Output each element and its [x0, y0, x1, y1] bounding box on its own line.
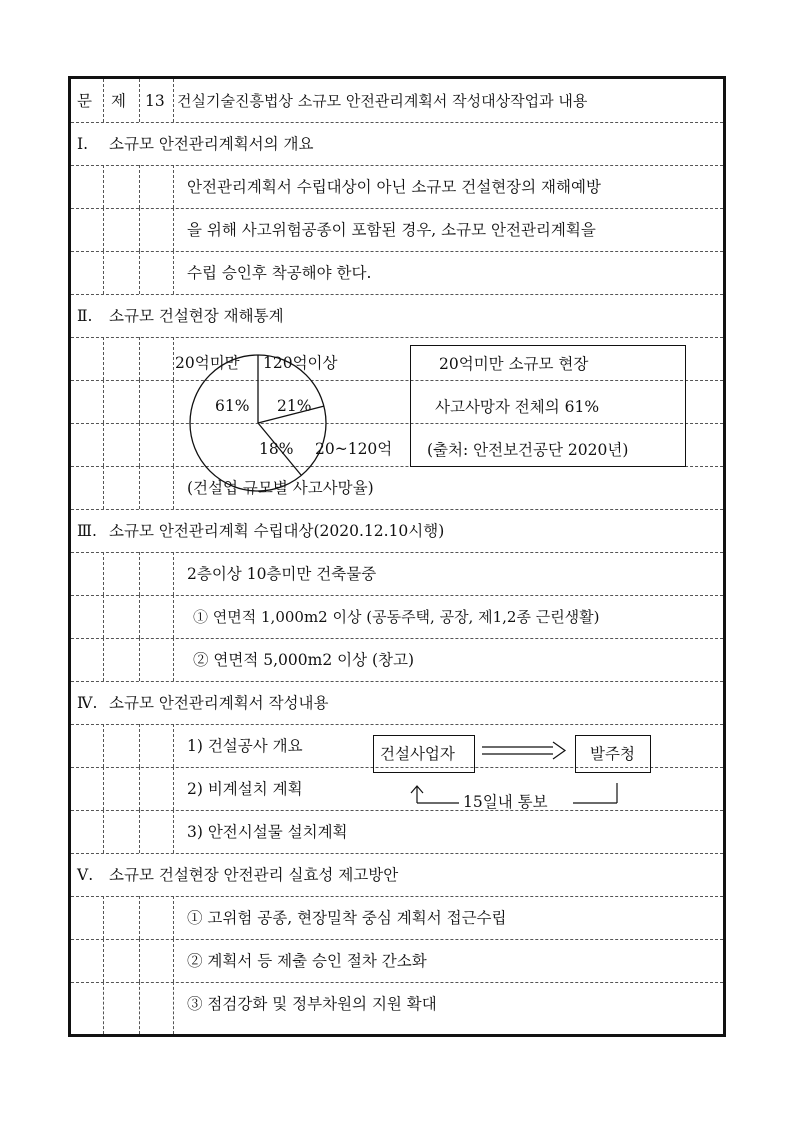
- body-line: ③ 점검강화 및 정부차원의 지원 확대: [187, 995, 437, 1013]
- body-line: 을 위해 사고위험공종이 포함된 경우, 소규모 안전관리계획을: [187, 221, 596, 239]
- pie-value-61: 61%: [215, 397, 250, 415]
- section-numeral: Ⅰ.: [77, 135, 89, 153]
- pie-value-21: 21%: [277, 397, 312, 415]
- section-heading: 소규모 건설현장 재해통계: [109, 307, 284, 325]
- problem-number: 13: [145, 92, 165, 110]
- body-line: 수립 승인후 착공해야 한다.: [187, 264, 372, 282]
- body-line: ① 연면적 1,000m2 이상 (공동주택, 공장, 제1,2종 근린생활): [193, 608, 600, 626]
- answer-sheet: [68, 76, 726, 1037]
- section-numeral: Ⅱ.: [77, 307, 93, 325]
- body-line: 1) 건설공사 개요: [187, 737, 303, 755]
- section-numeral: Ⅳ.: [77, 694, 98, 712]
- pie-value-18: 18%: [259, 440, 294, 458]
- section-heading: 소규모 안전관리계획서의 개요: [109, 135, 314, 153]
- section-heading: 소규모 건설현장 안전관리 실효성 제고방안: [109, 866, 399, 884]
- body-line: 3) 안전시설물 설치계획: [187, 823, 348, 841]
- title-label: 제: [111, 92, 126, 110]
- section-heading: 소규모 안전관리계획서 작성내용: [109, 694, 329, 712]
- body-line: 2층이상 10층미만 건축물중: [187, 565, 377, 583]
- chart-caption: (건설업 규모별 사고사망율): [187, 479, 374, 497]
- body-line: 2) 비계설치 계획: [187, 780, 303, 798]
- note-line: 사고사망자 전체의 61%: [435, 398, 600, 416]
- flow-return-label: 15일내 통보: [463, 793, 548, 811]
- flow-to-label: 발주청: [590, 745, 635, 763]
- note-line: (출처: 안전보건공단 2020년): [427, 441, 629, 459]
- pie-label-20-120: 20~120억: [315, 440, 393, 458]
- body-line: 안전관리계획서 수립대상이 아닌 소규모 건설현장의 재해예방: [187, 178, 601, 196]
- section-numeral: Ⅴ.: [77, 866, 94, 884]
- note-line: 20억미만 소규모 현장: [439, 355, 589, 373]
- section-numeral: Ⅲ.: [77, 522, 97, 540]
- pie-label-over-120: 120억이상: [263, 354, 338, 372]
- body-line: ② 계획서 등 제출 승인 절차 간소화: [187, 952, 427, 970]
- title-prefix: 문: [77, 92, 92, 110]
- page-title: 건실기술진흥법상 소규모 안전관리계획서 작성대상작업과 내용: [177, 92, 588, 110]
- pie-label-under-20: 20억미만: [175, 354, 240, 372]
- flow-from-label: 건설사업자: [380, 745, 455, 763]
- flow-arrows: [71, 79, 723, 1034]
- body-line: ② 연면적 5,000m2 이상 (창고): [193, 651, 415, 669]
- body-line: ① 고위험 공종, 현장밀착 중심 계획서 접근수립: [187, 909, 507, 927]
- section-heading: 소규모 안전관리계획 수립대상(2020.12.10시행): [109, 522, 445, 540]
